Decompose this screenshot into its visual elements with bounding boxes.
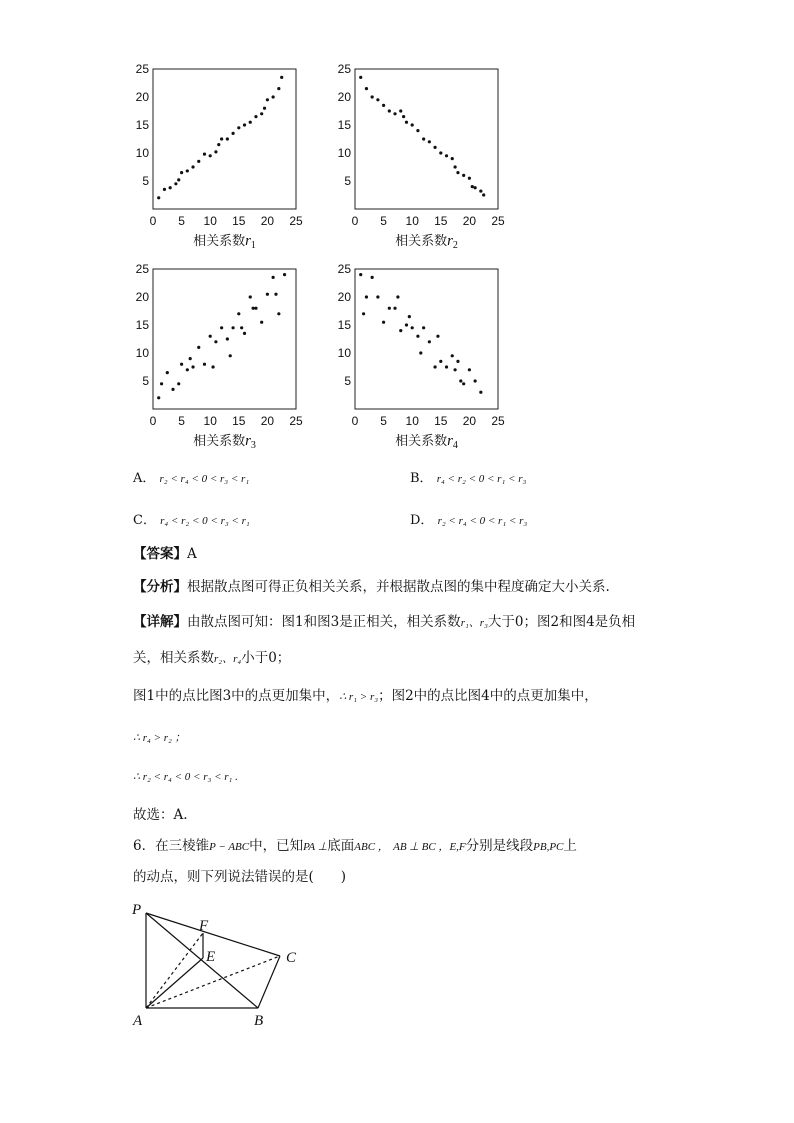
q6-math-4: AB ⊥ BC ，: [393, 841, 450, 853]
data-point: [371, 276, 374, 279]
data-point: [454, 368, 457, 371]
y-tick-label: 20: [135, 90, 149, 104]
y-tick-label: 15: [135, 118, 149, 132]
detail-math-5: ∴ r₂ < r₄ < 0 < r₃ < r₁ .: [133, 771, 238, 783]
data-point: [163, 188, 166, 191]
data-point: [260, 112, 263, 115]
analysis-tag: 【分析】: [133, 579, 187, 595]
detail-tag: 【详解】: [133, 614, 187, 630]
data-point: [396, 295, 399, 298]
y-tick-label: 25: [135, 62, 149, 76]
data-point: [171, 388, 174, 391]
detail-line-4: [133, 727, 186, 748]
data-point: [217, 143, 220, 146]
analysis-text: 根据散点图可得正负相关关系，并根据散点图的集中程度确定大小关系.: [187, 579, 610, 595]
data-point: [260, 321, 263, 324]
label-c: C: [286, 950, 297, 966]
detail-math-4: ∴ r₄ > r₂ ；: [133, 732, 186, 744]
data-point: [479, 189, 482, 192]
x-tick-label: 0: [149, 414, 157, 428]
x-tick-label: 20: [260, 414, 275, 428]
data-point: [428, 140, 431, 143]
data-point: [237, 126, 240, 129]
tetrahedron-diagram: [128, 900, 318, 1039]
data-point: [408, 315, 411, 318]
scatter-svg-r3: [128, 262, 308, 452]
data-point: [157, 196, 160, 199]
data-point: [277, 312, 280, 315]
q6-text-2: 的动点，则下列说法错误的是( ): [133, 869, 347, 885]
data-point: [272, 95, 275, 98]
data-point: [180, 171, 183, 174]
q6-text-d: 分别是线段: [465, 838, 534, 854]
x-tick-label: 5: [380, 414, 387, 428]
data-point: [186, 368, 189, 371]
answer-tag: 【答案】: [133, 546, 187, 562]
scatter-svg-r1: [128, 62, 308, 252]
detail-line-1: [133, 612, 635, 633]
label-e: E: [206, 949, 216, 965]
data-point: [411, 326, 414, 329]
q6-math-2: PA ⊥: [303, 841, 328, 853]
x-axis-label: 相关系数$r_1$: [193, 233, 256, 251]
data-point: [174, 182, 177, 185]
y-tick-label: 5: [344, 374, 351, 388]
scatter-plot-r4: [330, 262, 510, 452]
data-point: [214, 150, 217, 153]
scatter-plot-r1: [128, 62, 308, 252]
data-point: [237, 312, 240, 315]
data-point: [411, 123, 414, 126]
edge-bc: [258, 956, 280, 1008]
detail-text-1a: 由散点图可知：图1和图3是正相关，相关系数: [187, 614, 461, 630]
data-point: [365, 295, 368, 298]
data-point: [439, 360, 442, 363]
x-tick-label: 5: [178, 414, 185, 428]
question-6-line-1: [133, 836, 577, 857]
data-point: [468, 368, 471, 371]
data-point: [405, 121, 408, 124]
data-point: [169, 186, 172, 189]
x-tick-label: 15: [232, 214, 246, 228]
detail-text-3b: ；图2中的点比图4中的点更加集中，: [378, 688, 598, 704]
plot-frame: [355, 269, 498, 409]
data-point: [445, 154, 448, 157]
x-tick-label: 20: [462, 414, 477, 428]
q6-text-b: 中，已知: [249, 838, 304, 854]
y-tick-label: 10: [337, 146, 351, 160]
data-point: [422, 137, 425, 140]
data-point: [266, 293, 269, 296]
detail-text-2a: 关，相关系数: [133, 650, 214, 666]
data-point: [226, 337, 229, 340]
x-tick-label: 25: [289, 214, 303, 228]
question-6-line-2: [133, 867, 346, 887]
label-b: B: [254, 1013, 264, 1029]
data-point: [456, 171, 459, 174]
y-tick-label: 25: [135, 262, 149, 276]
data-point: [191, 165, 194, 168]
data-point: [240, 326, 243, 329]
x-axis-label: 相关系数$r_4$: [395, 433, 458, 451]
detail-math-2: r₂、r₄: [214, 653, 242, 665]
data-point: [229, 354, 232, 357]
option-a-label: A．: [133, 471, 156, 486]
detail-text-2b: 小于0；: [241, 650, 291, 666]
x-tick-label: 20: [462, 214, 477, 228]
data-point: [445, 365, 448, 368]
x-tick-label: 0: [149, 214, 157, 228]
data-point: [249, 295, 252, 298]
data-point: [362, 312, 365, 315]
data-point: [160, 382, 163, 385]
option-d[interactable]: [410, 509, 527, 528]
x-tick-label: 20: [260, 214, 275, 228]
data-point: [272, 276, 275, 279]
detail-math-3: ∴ r₁ > r₃: [339, 691, 379, 703]
y-tick-label: 20: [135, 290, 149, 304]
detail-text-1b: 大于0；图2和图4是负相: [487, 614, 636, 630]
y-tick-label: 10: [135, 146, 149, 160]
q6-text-a: 6．在三棱锥: [133, 838, 210, 854]
y-tick-label: 10: [135, 346, 149, 360]
data-point: [405, 323, 408, 326]
data-point: [180, 363, 183, 366]
y-tick-label: 5: [344, 174, 351, 188]
data-point: [428, 340, 431, 343]
data-point: [211, 365, 214, 368]
option-d-expr: r₂ < r₄ < 0 < r₁ < r₃: [437, 515, 528, 527]
data-point: [203, 153, 206, 156]
data-point: [376, 98, 379, 101]
plot-frame: [153, 269, 296, 409]
option-a-expr: r₂ < r₄ < 0 < r₃ < r₁: [159, 473, 250, 485]
option-d-label: D．: [410, 513, 434, 528]
q6-math-6: PB,PC: [533, 841, 564, 853]
data-point: [388, 109, 391, 112]
data-point: [454, 165, 457, 168]
data-point: [382, 321, 385, 324]
data-point: [399, 109, 402, 112]
label-a: A: [133, 1013, 143, 1029]
scatter-plot-r2: [330, 62, 510, 252]
x-tick-label: 0: [351, 414, 359, 428]
scatter-plot-r3: [128, 262, 308, 452]
data-point: [393, 307, 396, 310]
y-tick-label: 5: [142, 374, 149, 388]
data-point: [436, 335, 439, 338]
y-tick-label: 15: [337, 318, 351, 332]
data-point: [416, 129, 419, 132]
data-point: [393, 112, 396, 115]
option-b-expr: r₄ < r₂ < 0 < r₁ < r₃: [436, 473, 527, 485]
y-tick-label: 15: [337, 118, 351, 132]
data-point: [209, 335, 212, 338]
data-point: [459, 379, 462, 382]
data-point: [433, 365, 436, 368]
data-point: [451, 354, 454, 357]
data-point: [433, 146, 436, 149]
y-tick-label: 10: [337, 346, 351, 360]
data-point: [266, 98, 269, 101]
data-point: [439, 151, 442, 154]
q6-math-5: E,F: [449, 841, 466, 853]
data-point: [468, 177, 471, 180]
x-tick-label: 5: [178, 214, 185, 228]
y-tick-label: 25: [337, 62, 351, 76]
answer-text: A: [187, 546, 197, 562]
x-tick-label: 10: [203, 414, 217, 428]
data-point: [220, 137, 223, 140]
data-point: [243, 332, 246, 335]
data-point: [214, 340, 217, 343]
data-point: [231, 326, 234, 329]
data-point: [359, 273, 362, 276]
data-point: [249, 121, 252, 124]
answer-line: [133, 544, 197, 564]
data-point: [422, 326, 425, 329]
x-tick-label: 15: [434, 214, 448, 228]
data-point: [474, 379, 477, 382]
data-point: [416, 335, 419, 338]
data-point: [157, 396, 160, 399]
x-tick-label: 10: [405, 214, 419, 228]
data-point: [359, 76, 362, 79]
data-point: [220, 326, 223, 329]
option-c-expr: r₄ < r₂ < 0 < r₃ < r₁: [160, 515, 250, 527]
analysis-line: [133, 577, 610, 597]
data-point: [186, 169, 189, 172]
y-tick-label: 25: [337, 262, 351, 276]
data-point: [402, 115, 405, 118]
data-point: [365, 87, 368, 90]
data-point: [388, 307, 391, 310]
label-f: F: [199, 918, 209, 934]
detail-line-2: [133, 648, 290, 669]
data-point: [203, 363, 206, 366]
data-point: [274, 293, 277, 296]
data-point: [474, 186, 477, 189]
data-point: [197, 160, 200, 163]
data-point: [189, 357, 192, 360]
x-tick-label: 25: [491, 414, 505, 428]
x-tick-label: 10: [405, 414, 419, 428]
x-tick-label: 25: [491, 214, 505, 228]
data-point: [226, 137, 229, 140]
y-tick-label: 20: [337, 90, 351, 104]
x-tick-label: 15: [434, 414, 448, 428]
data-point: [283, 273, 286, 276]
q6-text-c: 底面: [327, 838, 355, 854]
data-point: [482, 193, 485, 196]
x-tick-label: 15: [232, 414, 246, 428]
x-axis-label: 相关系数$r_2$: [395, 233, 458, 251]
option-b-label: B．: [410, 471, 433, 486]
x-tick-label: 0: [351, 214, 359, 228]
data-point: [419, 351, 422, 354]
data-point: [399, 329, 402, 332]
data-point: [243, 123, 246, 126]
y-tick-label: 5: [142, 174, 149, 188]
q6-text-e: 上: [563, 838, 577, 854]
option-c-label: C．: [133, 513, 156, 528]
detail-line-5: [133, 766, 238, 787]
data-point: [177, 382, 180, 385]
data-point: [197, 346, 200, 349]
data-point: [462, 382, 465, 385]
plot-frame: [153, 69, 296, 209]
data-point: [191, 365, 194, 368]
x-tick-label: 25: [289, 414, 303, 428]
data-point: [471, 185, 474, 188]
data-point: [263, 107, 266, 110]
option-a[interactable]: [133, 467, 249, 486]
option-b[interactable]: [410, 467, 526, 486]
q6-math-3: ABC ，: [354, 841, 389, 853]
scatter-svg-r2: [330, 62, 510, 252]
y-tick-label: 20: [337, 290, 351, 304]
label-p: P: [132, 902, 142, 918]
data-point: [166, 371, 169, 374]
data-point: [456, 360, 459, 363]
conclusion-text: 故选：A.: [133, 807, 188, 823]
x-axis-label: 相关系数$r_3$: [193, 433, 256, 451]
data-point: [371, 95, 374, 98]
conclusion-line: [133, 805, 188, 825]
scatter-svg-r4: [330, 262, 510, 452]
data-point: [479, 391, 482, 394]
data-point: [177, 178, 180, 181]
detail-math-1: r₁、r₃: [460, 617, 488, 629]
x-tick-label: 10: [203, 214, 217, 228]
data-point: [382, 104, 385, 107]
segment-ae: [146, 958, 203, 1008]
data-point: [254, 115, 257, 118]
data-point: [376, 295, 379, 298]
q6-math-1: P − ABC: [209, 841, 250, 853]
data-point: [252, 307, 255, 310]
detail-line-3: [133, 686, 598, 707]
tetrahedron-svg: [128, 900, 318, 1035]
data-point: [254, 307, 257, 310]
data-point: [209, 154, 212, 157]
data-point: [280, 76, 283, 79]
option-c[interactable]: [133, 509, 250, 528]
detail-text-3a: 图1中的点比图3中的点更加集中，: [133, 688, 340, 704]
x-tick-label: 5: [380, 214, 387, 228]
data-point: [451, 157, 454, 160]
data-point: [462, 174, 465, 177]
data-point: [231, 132, 234, 135]
data-point: [277, 87, 280, 90]
y-tick-label: 15: [135, 318, 149, 332]
